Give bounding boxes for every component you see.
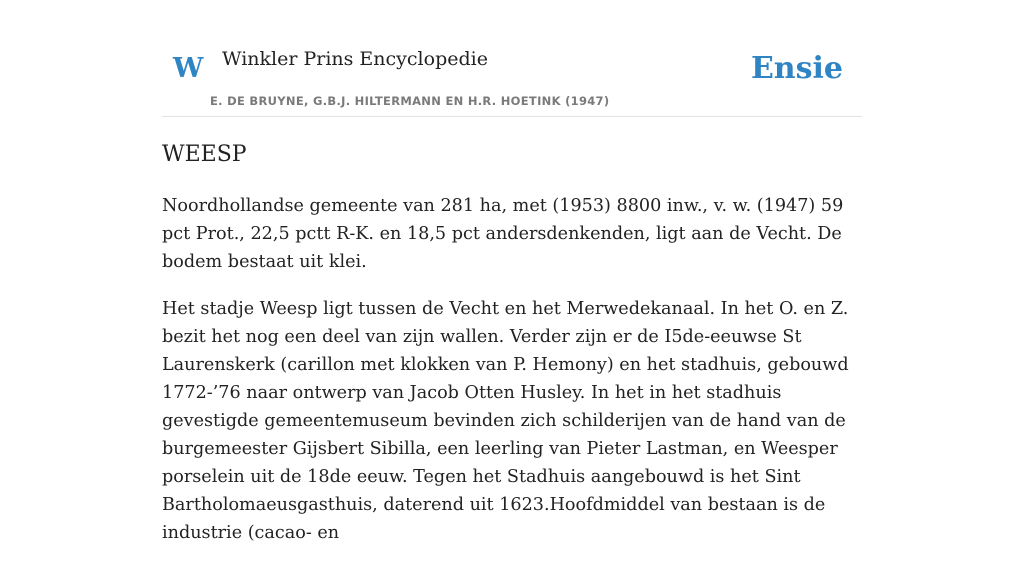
entry-paragraph: Noordhollandse gemeente van 281 ha, met (1953) 8800 inw., v. w. (1947) 59 pct Prot., 22,5 pctt R-K. en 18,5 pct andersdenkenden, ligt aan de Vecht. De bodem bestaat uit klei. <box>162 196 844 272</box>
winkler-prins-logo[interactable]: W <box>173 53 204 84</box>
ensie-logo-link[interactable]: Ensie <box>750 51 843 86</box>
entry-body <box>162 192 862 566</box>
site-header <box>162 0 862 117</box>
page <box>162 0 862 543</box>
entry-paragraph: Het stadje Weesp ligt tussen de Vecht en het Merwedekanaal. In het O. en Z. bezit het nog een deel van zijn wallen. Verder zijn er de I5de-eeuwse St Laurenskerk (carillon met klokken van P. Hemony) en het stadhuis, gebouwd 1772-’76 naar ontwerp van Jacob Otten Husley. In het in het stadhuis gevestigde gemeentemuseum bevinden zich schilderijen van de hand van de burgemeester Gijsbert Sibilla, een leerling van Pieter Lastman, en Weesper porselein uit de 18de eeuw. Tegen het Stadhuis aangebouwd is het Sint Bartholomaeusgasthuis, daterend uit 1623.Hoofdmiddel van bestaan is de industrie (cacao- en <box>162 299 849 543</box>
entry-title: WEESP <box>162 142 247 167</box>
book-authors: E. DE BRUYNE, G.B.J. HILTERMANN EN H.R. HOETINK (1947) <box>210 94 610 108</box>
book-title[interactable]: Winkler Prins Encyclopedie <box>222 48 488 70</box>
